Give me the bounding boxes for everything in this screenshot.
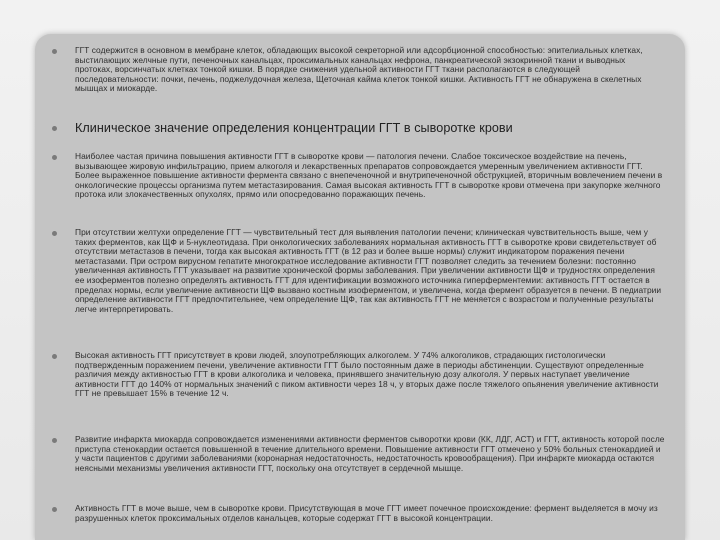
paragraph: При отсутствии желтухи определение ГГТ — чувствительный тест для выявления патологии печени; клиническая чувствительность выше, чем у таких ферментов, как ЩФ и 5-нуклеотидаза. При онкологических заболеваниях нормальная активность ГГТ в сыворотке крови свидетельствует об отсутствии метастазов в печени, тогда как высокая активность ГГТ (в 12 раз и более выше нормы) служит индикатором поражения печени метастазами. При остром вирусном гепатите многократное исследование активности ГГТ позволяет следить за течением болезни: постоянно увеличенная активность ГГТ указывает на развитие хронической формы заболевания. При увеличении активности ЩФ и трудностях определения ее изоферментов полезно определять активность ГГТ для идентификации возможного источника гиперферментемии: активность ГГТ остается в пределах нормы, если увеличение активности ЩФ вызвано костным изоферментом, и увеличена, когда фермент образуется в печени. В педиатрии определение активности ГГТ предпочтительнее, чем определение ЩФ, так как активность ГГТ не меняется с возрастом и полученные результаты легче интерпретировать. <box>75 227 662 314</box>
bullet-icon <box>52 507 57 512</box>
bullet-icon <box>52 438 57 443</box>
paragraph: Развитие инфаркта миокарда сопровождается изменениями активности ферментов сыворотки крови (КК, ЛДГ, АСТ) и ГГТ, активность которой после приступа стенокардии остается повышенной в течение длительного времени. Повышение активности ГГТ отмечено у 50% больных стенокардией и у части пациентов с другими заболеваниями (коронарная недостаточность, недостаточность кровообращения). При инфаркте миокарда остаются неясными механизмы увеличения активности ГГТ, поскольку она отсутствует в сердечной мышце. <box>75 434 665 473</box>
bullet-icon <box>52 155 57 160</box>
content-panel <box>35 34 685 540</box>
section-heading: Клиническое значение определения концентрации ГГТ в сыворотке крови <box>75 121 513 135</box>
paragraph: Активность ГГТ в моче выше, чем в сыворотке крови. Присутствующая в моче ГГТ имеет почечное происхождение: фермент выделяется в мочу из разрушенных клеток проксимальных отделов канальцев, которые содержат ГГТ в высокой концентрации. <box>75 503 658 523</box>
bullet-icon <box>52 126 57 131</box>
bullet-icon <box>52 49 57 54</box>
paragraph: Наиболее частая причина повышения активности ГГТ в сыворотке крови — патология печени. Слабое токсическое воздействие на печень, вызывающее жировую инфильтрацию, прием алкоголя и лекарственных препаратов сопровождается умеренным увеличением активности ГГТ. Более выраженное повышение активности фермента связано с внепеченочной и внутрипеченочной обструкцией, вторичным вовлечением печени в онкологические процессы организма путем метастазирования. Самая высокая активность ГГТ в сыворотке крови отмечена при закупорке желчного протока или злокачественных опухолях, прямо или опосредованно поражающих печень. <box>75 151 663 200</box>
paragraph: ГГТ содержится в основном в мембране клеток, обладающих высокой секреторной или адсорбционной способностью: эпителиальных клетках, выстилающих желчные пути, печеночных канальцах, проксимальных канальцах нефрона, панкреатической экзокринной ткани и выводных протоках, ворсинчатых клетках тонкой кишки. В порядке снижения удельной активности ГГТ ткани располагаются в следующей последовательности: почки, печень, поджелудочная железа, Щеточная кайма клеток тонкой кишки. Активность ГГТ не обнаружена в скелетных мышцах и миокарде. <box>75 45 643 94</box>
paragraph: Высокая активность ГГТ присутствует в крови людей, злоупотребляющих алкоголем. У 74% алкоголиков, страдающих гистологически подтвержденным поражением печени, увеличение активности ГГТ было постоянным даже в периоды абстиненции. Существуют определенные различия между активностью ГГТ в крови алкоголика и человека, принявшего значительную дозу алкоголя. У первых наступает увеличение активности ГГТ до 140% от нормальных значений с пиком активности через 18 ч, у вторых даже после тяжелого опьянения увеличение активности ГГТ не превышает 15% в течение 12 ч. <box>75 350 659 399</box>
bullet-icon <box>52 231 57 236</box>
bullet-icon <box>52 354 57 359</box>
